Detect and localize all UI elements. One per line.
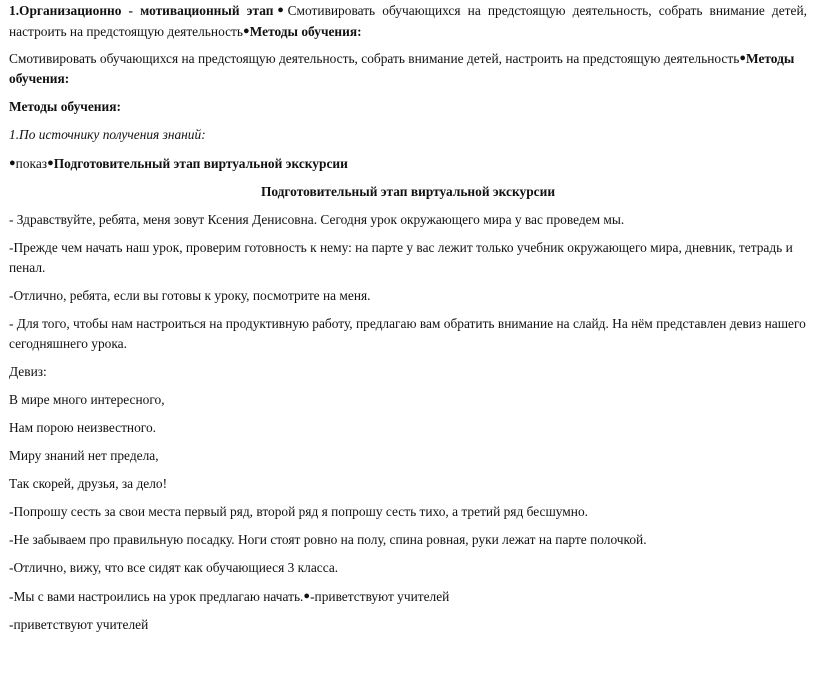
methods-heading-inline: Методы обучения:	[9, 51, 795, 86]
show-label: показ	[15, 156, 48, 171]
methods-heading: Методы обучения:	[9, 99, 121, 114]
bullet-icon: ●	[303, 590, 311, 602]
line-seating: -Попрошу сесть за свои места первый ряд, второй ряд я попрошу сесть тихо, а третий ряд бесшумно.	[9, 504, 588, 519]
motivate-text: Смотивировать обучающихся на предстоящую деятельность, собрать внимание детей, настроить на предстоящую деятельность	[9, 51, 740, 66]
bullet-icon: ●	[739, 52, 746, 64]
motto-label: Девиз:	[9, 364, 47, 379]
document-body	[9, 0, 807, 635]
bullet-icon: ●	[9, 157, 16, 169]
line-greet-teachers: -приветствуют учителей	[9, 617, 149, 632]
start-text: -Мы с вами настроились на урок предлагаю начать.	[9, 589, 304, 604]
bullet-icon: ●	[47, 157, 54, 169]
stage-title: 1.Организационно - мотивационный этап	[9, 3, 274, 18]
motto-line: Так скорей, друзья, за дело!	[9, 476, 168, 491]
bullet-icon: ●	[273, 4, 288, 16]
paragraph-motivate	[9, 48, 807, 89]
line-slide: - Для того, чтобы нам настроиться на продуктивную работу, предлагаю вам обратить внимание на слайд. На нём представлен девиз нашего сегодняшнего урока.	[9, 316, 806, 351]
line-look-at-me: -Отлично, ребята, если вы готовы к уроку, посмотрите на меня.	[9, 288, 371, 303]
line-readiness: -Прежде чем начать наш урок, проверим готовность к нему: на парте у вас лежит только учебник окружающего мира, дневник, тетрадь и пенал.	[9, 240, 793, 275]
motto-line: Нам порою неизвестного.	[9, 420, 156, 435]
motto-line: Миру знаний нет предела,	[9, 448, 159, 463]
methods-heading-inline: Методы обучения:	[249, 24, 362, 39]
line-start	[9, 586, 807, 607]
motivate-text: Смотивировать обучающихся на предстоящую деятельность, собрать внимание детей, настроить на предстоящую деятельность	[9, 3, 807, 39]
source-label: 1.По источнику получения знаний:	[9, 127, 206, 142]
prep-stage-heading: Подготовительный этап виртуальной экскурсии	[260, 184, 556, 199]
paragraph-show	[9, 153, 807, 174]
bullet-icon: ●	[243, 25, 250, 37]
motto-line: В мире много интересного,	[9, 392, 165, 407]
line-posture: -Не забываем про правильную посадку. Ноги стоят ровно на полу, спина ровная, руки лежат на парте полочкой.	[9, 532, 647, 547]
line-well-done: -Отлично, вижу, что все сидят как обучающиеся 3 класса.	[9, 560, 339, 575]
prep-stage-inline: Подготовительный этап виртуальной экскурсии	[53, 156, 348, 171]
line-greeting: - Здравствуйте, ребята, меня зовут Ксения Денисовна. Сегодня урок окружающего мира у вас проведем мы.	[9, 212, 625, 227]
greet-text-inline: -приветствуют учителей	[310, 589, 450, 604]
paragraph-stage-intro	[9, 0, 807, 42]
